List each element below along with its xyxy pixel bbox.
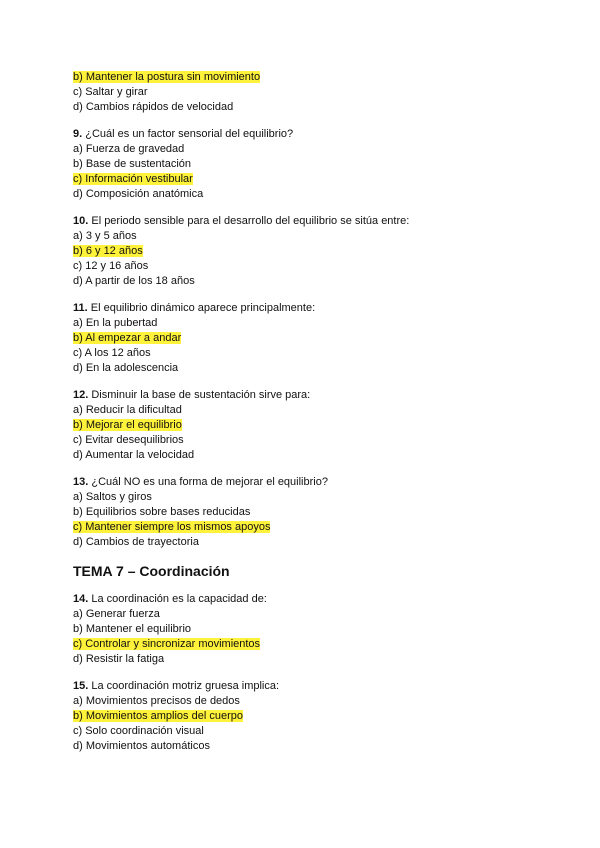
question-text: El equilibrio dinámico aparece principalmente: — [87, 302, 316, 314]
option-line — [73, 316, 553, 331]
question-line — [73, 388, 553, 403]
option-line — [73, 505, 553, 520]
option-text: d) Cambios de trayectoria — [73, 536, 199, 548]
option-text: c) Saltar y girar — [73, 86, 148, 98]
question-number: 9. — [73, 128, 83, 140]
option-text: c) 12 y 16 años — [73, 260, 149, 272]
option-line — [73, 418, 553, 433]
question-line — [73, 301, 553, 316]
section-title: TEMA 7 – Coordinación — [73, 563, 230, 579]
option-line — [73, 520, 553, 535]
option-line — [73, 229, 553, 244]
questions-group-b — [73, 592, 553, 754]
question-line — [73, 592, 553, 607]
option-line — [73, 361, 553, 376]
option-text: c) Evitar desequilibrios — [73, 434, 184, 446]
highlighted-answer: b) Mantener la postura sin movimiento — [73, 71, 261, 83]
option-line — [73, 607, 553, 622]
question-text: La coordinación es la capacidad de: — [88, 593, 267, 605]
option-line — [73, 85, 553, 100]
option-text: d) Cambios rápidos de velocidad — [73, 101, 234, 113]
option-text: a) Saltos y giros — [73, 491, 152, 503]
intro-options — [73, 70, 553, 115]
option-text: d) En la adolescencia — [73, 362, 179, 374]
option-line — [73, 694, 553, 709]
option-text: a) Reducir la dificultad — [73, 404, 182, 416]
option-line — [73, 331, 553, 346]
highlighted-answer: c) Información vestibular — [73, 173, 193, 185]
highlighted-answer: b) Mejorar el equilibrio — [73, 419, 182, 431]
option-text: a) Fuerza de gravedad — [73, 143, 185, 155]
option-line — [73, 157, 553, 172]
option-line — [73, 259, 553, 274]
question-block — [73, 301, 553, 376]
question-number: 11. — [73, 302, 88, 314]
option-line — [73, 244, 553, 259]
option-line — [73, 187, 553, 202]
option-text: c) A los 12 años — [73, 347, 151, 359]
option-text: d) Aumentar la velocidad — [73, 449, 195, 461]
option-text: b) Base de sustentación — [73, 158, 192, 170]
question-block — [73, 679, 553, 754]
option-line — [73, 448, 553, 463]
option-line — [73, 637, 553, 652]
question-block — [73, 592, 553, 667]
option-line — [73, 346, 553, 361]
option-text: c) Solo coordinación visual — [73, 725, 204, 737]
option-line — [73, 652, 553, 667]
question-text: El periodo sensible para el desarrollo del equilibrio se sitúa entre: — [88, 215, 410, 227]
option-line — [73, 274, 553, 289]
question-number: 13. — [73, 476, 89, 488]
option-line — [73, 535, 553, 550]
questions-group-a — [73, 127, 553, 550]
document-page — [73, 70, 553, 766]
option-line — [73, 724, 553, 739]
highlighted-answer: b) 6 y 12 años — [73, 245, 143, 257]
question-block — [73, 214, 553, 289]
option-text: d) Resistir la fatiga — [73, 653, 165, 665]
option-line — [73, 70, 553, 85]
highlighted-answer: c) Mantener siempre los mismos apoyos — [73, 521, 271, 533]
question-text: La coordinación motriz gruesa implica: — [88, 680, 280, 692]
question-number: 14. — [73, 593, 89, 605]
highlighted-answer: b) Al empezar a andar — [73, 332, 182, 344]
option-line — [73, 100, 553, 115]
option-text: d) Movimientos automáticos — [73, 740, 210, 752]
question-text: Disminuir la base de sustentación sirve para: — [88, 389, 311, 401]
option-text: a) En la pubertad — [73, 317, 158, 329]
option-text: d) A partir de los 18 años — [73, 275, 195, 287]
question-line — [73, 127, 553, 142]
question-line — [73, 214, 553, 229]
option-text: b) Equilibrios sobre bases reducidas — [73, 506, 251, 518]
highlighted-answer: b) Movimientos amplios del cuerpo — [73, 710, 243, 722]
option-text: a) Generar fuerza — [73, 608, 160, 620]
option-line — [73, 172, 553, 187]
option-text: a) 3 y 5 años — [73, 230, 137, 242]
option-line — [73, 739, 553, 754]
option-line — [73, 433, 553, 448]
question-number: 12. — [73, 389, 89, 401]
option-line — [73, 490, 553, 505]
option-text: b) Mantener el equilibrio — [73, 623, 192, 635]
question-block — [73, 475, 553, 550]
question-text: ¿Cuál NO es una forma de mejorar el equilibrio? — [88, 476, 328, 488]
question-number: 10. — [73, 215, 89, 227]
question-block — [73, 127, 553, 202]
question-text: ¿Cuál es un factor sensorial del equilibrio? — [82, 128, 294, 140]
option-line — [73, 403, 553, 418]
option-line — [73, 622, 553, 637]
option-text: a) Movimientos precisos de dedos — [73, 695, 240, 707]
question-number: 15. — [73, 680, 89, 692]
option-line — [73, 709, 553, 724]
option-text: d) Composición anatómica — [73, 188, 204, 200]
option-line — [73, 142, 553, 157]
highlighted-answer: c) Controlar y sincronizar movimientos — [73, 638, 261, 650]
question-line — [73, 475, 553, 490]
question-line — [73, 679, 553, 694]
question-block — [73, 388, 553, 463]
